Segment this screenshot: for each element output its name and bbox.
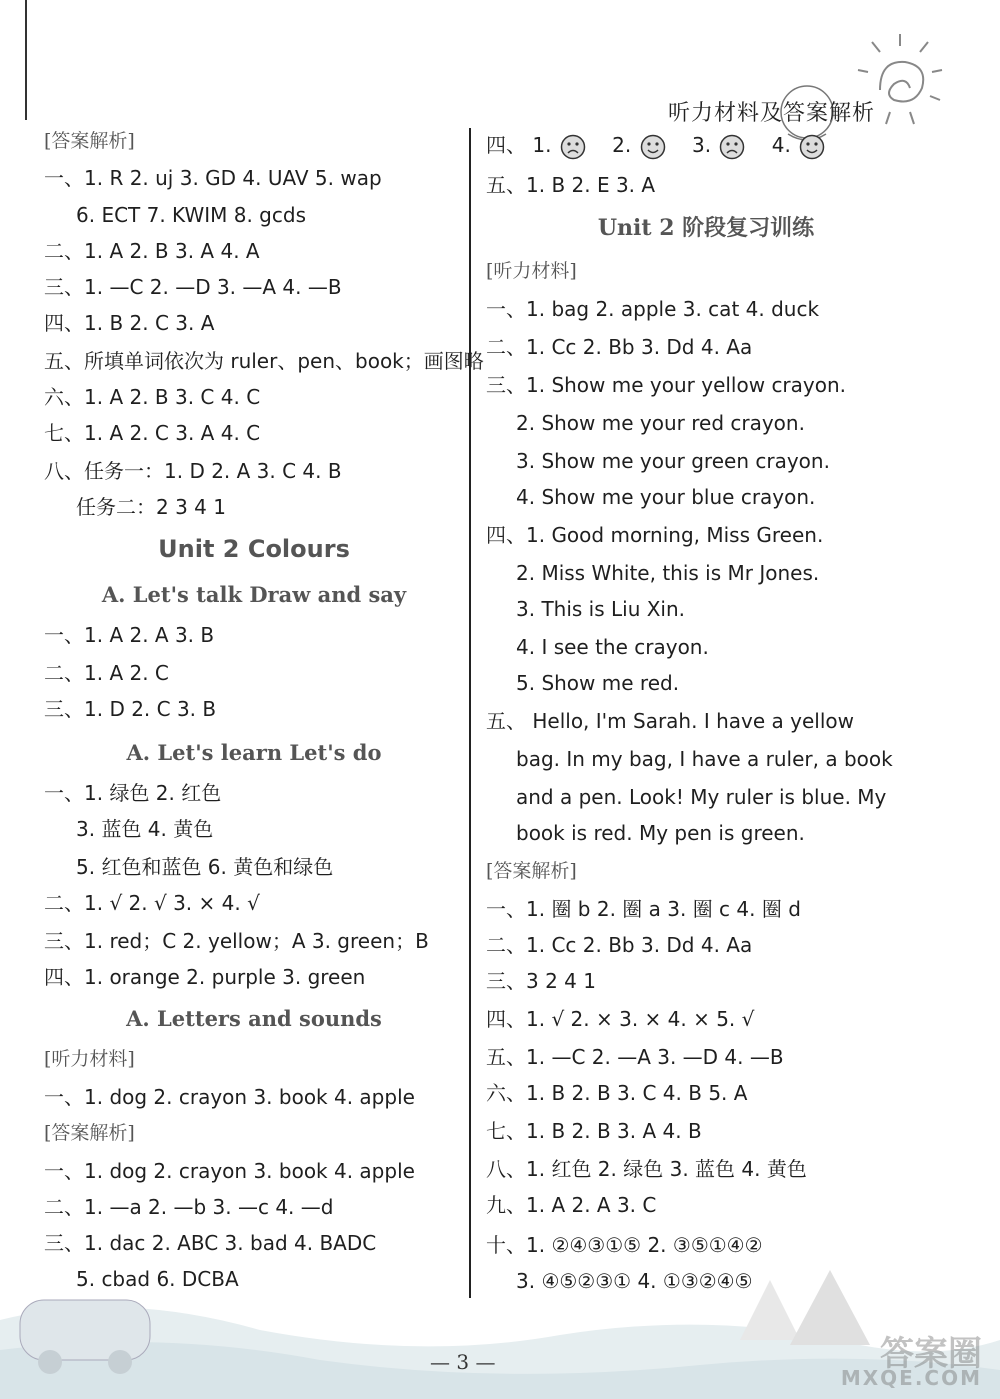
right-line-20: 一、1. 圈 b 2. 圈 a 3. 圈 c 4. 圈 d (486, 897, 801, 921)
left-line-29: 二、1. —a 2. —b 3. —c 4. —d (44, 1195, 334, 1219)
left-line-22: 三、1. red；C 2. yellow；A 3. green；B (44, 929, 429, 953)
left-line-17: A. Let's learn Let's do (126, 740, 382, 765)
right-line-8: 3. Show me your green crayon. (516, 449, 830, 473)
left-line-14: 一、1. A 2. A 3. B (44, 623, 215, 647)
right-line-12: 3. This is Liu Xin. (516, 597, 686, 621)
left-line-2: 一、1. R 2. uj 3. GD 4. UAV 5. wap (44, 166, 382, 190)
right-line-29: 十、1. ②④③①⑤ 2. ③⑤①④② (486, 1233, 763, 1257)
page-number: — 3 — (430, 1350, 496, 1374)
face-num-2: 2. (612, 133, 632, 157)
face-num-1: 1. (532, 133, 552, 157)
left-line-31: 5. cbad 6. DCBA (76, 1267, 239, 1291)
left-line-27: [答案解析] (44, 1122, 135, 1144)
right-line-30: 3. ④⑤②③① 4. ①③②④⑤ (516, 1269, 753, 1293)
left-line-11: 任务二：2 3 4 1 (76, 495, 226, 519)
left-line-13: A. Let's talk Draw and say (101, 582, 407, 607)
smile-face-icon (799, 134, 825, 160)
right-line-11: 2. Miss White, this is Mr Jones. (516, 561, 820, 585)
right-line-19: [答案解析] (486, 860, 577, 882)
left-line-9: 七、1. A 2. C 3. A 4. C (44, 421, 261, 445)
faces-row-prefix: 四、 (486, 133, 526, 157)
right-line-17: and a pen. Look! My ruler is blue. My (516, 785, 887, 809)
right-line-3: [听力材料] (486, 260, 577, 282)
right-line-14: 5. Show me red. (516, 671, 680, 695)
right-line-25: 六、1. B 2. B 3. C 4. B 5. A (486, 1081, 748, 1105)
left-line-23: 四、1. orange 2. purple 3. green (44, 965, 366, 989)
faces-answer-row (486, 132, 845, 160)
right-line-6: 三、1. Show me your yellow crayon. (486, 373, 847, 397)
left-line-15: 二、1. A 2. C (44, 661, 169, 685)
right-line-21: 二、1. Cc 2. Bb 3. Dd 4. Aa (486, 933, 753, 957)
column-divider (469, 128, 471, 1298)
frown-face-icon (560, 134, 586, 160)
right-line-5: 二、1. Cc 2. Bb 3. Dd 4. Aa (486, 335, 753, 359)
left-line-4: 二、1. A 2. B 3. A 4. A (44, 239, 260, 263)
left-margin-rule (25, 0, 27, 120)
right-line-4: 一、1. bag 2. apple 3. cat 4. duck (486, 297, 820, 321)
left-line-25: [听力材料] (44, 1048, 135, 1070)
right-line-10: 四、1. Good morning, Miss Green. (486, 523, 824, 547)
left-line-19: 3. 蓝色 4. 黄色 (76, 817, 214, 841)
right-line-24: 五、1. —C 2. —A 3. —D 4. —B (486, 1045, 784, 1069)
right-line-7: 2. Show me your red crayon. (516, 411, 805, 435)
left-line-3: 6. ECT 7. KWIM 8. gcds (76, 203, 306, 227)
right-line-1: 五、1. B 2. E 3. A (486, 173, 656, 197)
left-line-18: 一、1. 绿色 2. 红色 (44, 781, 222, 805)
face-num-4: 4. (771, 133, 791, 157)
right-line-2: Unit 2 阶段复习训练 (597, 215, 815, 241)
left-line-10: 八、任务一：1. D 2. A 3. C 4. B (44, 459, 342, 483)
right-line-23: 四、1. √ 2. × 3. × 4. × 5. √ (486, 1007, 755, 1031)
right-line-22: 三、3 2 4 1 (486, 969, 596, 993)
face-num-3: 3. (691, 133, 712, 157)
frown-face-icon (719, 134, 745, 160)
left-line-6: 四、1. B 2. C 3. A (44, 311, 215, 335)
left-line-20: 5. 红色和蓝色 6. 黄色和绿色 (76, 855, 334, 879)
left-line-28: 一、1. dog 2. crayon 3. book 4. apple (44, 1159, 415, 1183)
left-line-30: 三、1. dac 2. ABC 3. bad 4. BADC (44, 1231, 377, 1255)
right-line-27: 八、1. 红色 2. 绿色 3. 蓝色 4. 黄色 (486, 1157, 807, 1181)
left-line-12: Unit 2 Colours (158, 535, 350, 563)
smile-face-icon (640, 134, 666, 160)
right-line-18: book is red. My pen is green. (516, 821, 805, 845)
header-title: 听力材料及答案解析 (668, 101, 876, 126)
right-line-26: 七、1. B 2. B 3. A 4. B (486, 1119, 702, 1143)
right-line-16: bag. In my bag, I have a ruler, a book (516, 747, 893, 771)
left-line-26: 一、1. dog 2. crayon 3. book 4. apple (44, 1085, 415, 1109)
left-line-1: [答案解析] (44, 130, 135, 152)
left-line-7: 五、所填单词依次为 ruler、pen、book；画图略 (44, 349, 484, 373)
left-line-21: 二、1. √ 2. √ 3. × 4. √ (44, 891, 260, 915)
left-line-16: 三、1. D 2. C 3. B (44, 697, 217, 721)
right-line-13: 4. I see the crayon. (516, 635, 709, 659)
right-line-15: 五、 Hello, I'm Sarah. I have a yellow (486, 709, 854, 733)
watermark-url: MXQE.COM (840, 1366, 982, 1390)
left-line-8: 六、1. A 2. B 3. C 4. C (44, 385, 261, 409)
left-line-24: A. Letters and sounds (126, 1006, 382, 1031)
right-line-9: 4. Show me your blue crayon. (516, 485, 816, 509)
sun-swirl-icon (850, 30, 950, 130)
watermark-logo: 答案圈 (880, 1334, 982, 1374)
left-line-5: 三、1. —C 2. —D 3. —A 4. —B (44, 275, 342, 299)
right-line-28: 九、1. A 2. A 3. C (486, 1193, 657, 1217)
